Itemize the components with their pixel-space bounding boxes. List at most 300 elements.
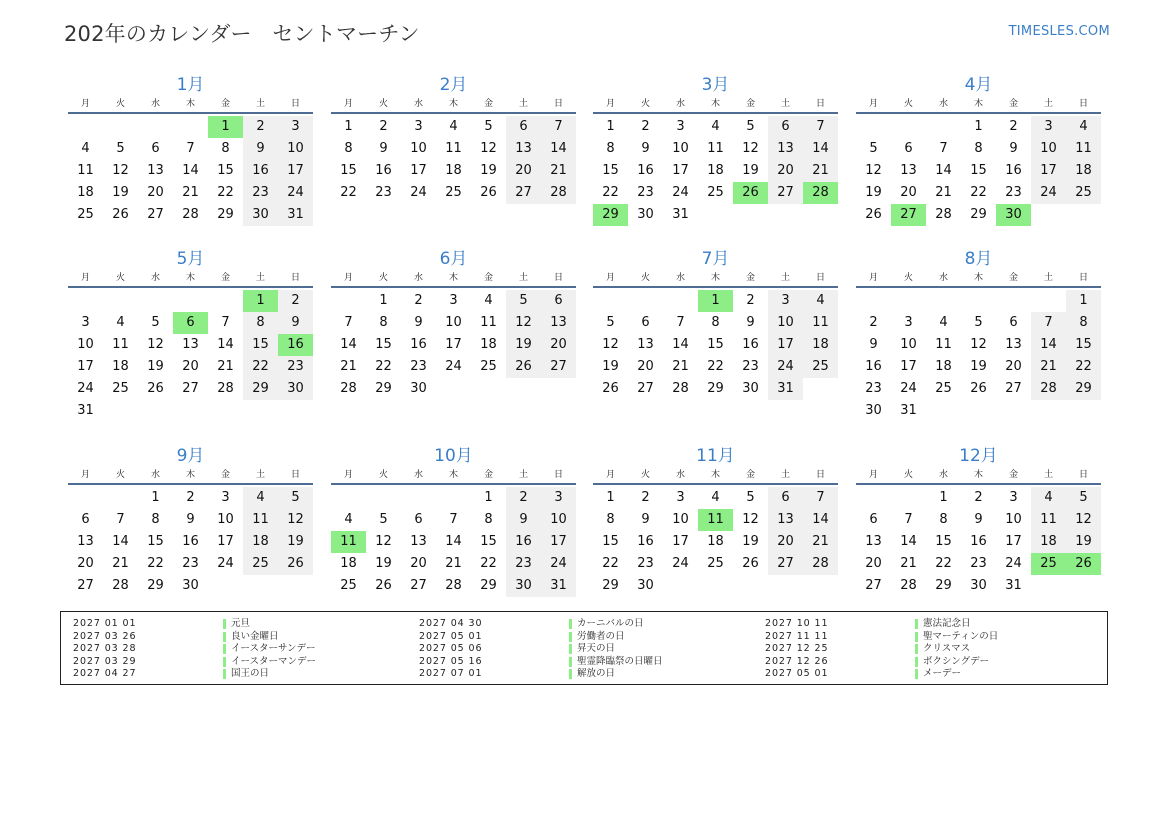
day-cell: 5 xyxy=(746,490,755,505)
day-cell: 4 xyxy=(449,119,458,134)
day-cell: 22 xyxy=(970,185,987,200)
day-cell: 20 xyxy=(865,556,882,571)
empty-cell xyxy=(331,487,366,509)
day-cell: 17 xyxy=(278,160,313,182)
day-cell: 21 xyxy=(803,160,838,182)
day-cell: 7 xyxy=(344,315,353,330)
month-name: 3月 xyxy=(701,75,730,95)
day-cell: 25 xyxy=(707,556,724,571)
day-grid xyxy=(856,116,1101,226)
day-cell: 12 xyxy=(147,337,164,352)
weekday-header xyxy=(331,270,576,288)
day-cell: 6 xyxy=(506,116,541,138)
day-cell: 17 xyxy=(1005,534,1022,549)
day-cell: 15 xyxy=(935,534,952,549)
weekday-header xyxy=(68,270,313,288)
empty-cell xyxy=(961,290,996,312)
weekday-label: 金 xyxy=(483,273,493,283)
weekday-label: 火 xyxy=(640,470,650,480)
weekday-label: 火 xyxy=(378,470,388,480)
legend-row xyxy=(73,656,403,669)
day-cell: 20 xyxy=(768,531,803,553)
day-cell: 12 xyxy=(480,141,497,156)
day-cell: 4 xyxy=(803,290,838,312)
weekday-label: 日 xyxy=(553,470,563,480)
weekday-label: 水 xyxy=(675,470,685,480)
day-cell: 2 xyxy=(641,490,650,505)
weekday-label: 金 xyxy=(483,470,493,480)
day-cell: 14 xyxy=(445,534,462,549)
day-cell: 6 xyxy=(541,290,576,312)
day-cell: 15 xyxy=(375,337,392,352)
day-cell: 14 xyxy=(900,534,917,549)
day-cell: 19 xyxy=(742,163,759,178)
day-cell: 23 xyxy=(865,381,882,396)
weekday-label: 木 xyxy=(185,273,195,283)
day-cell: 18 xyxy=(707,534,724,549)
day-cell: 3 xyxy=(449,293,458,308)
day-cell: 27 xyxy=(77,578,94,593)
month-9 xyxy=(68,445,313,597)
day-cell: 4 xyxy=(344,512,353,527)
day-cell: 3 xyxy=(414,119,423,134)
day-cell: 23 xyxy=(182,556,199,571)
day-cell: 19 xyxy=(147,359,164,374)
day-cell: 8 xyxy=(606,141,615,156)
day-cell: 4 xyxy=(711,119,720,134)
day-cell: 27 xyxy=(506,182,541,204)
weekday-label: 日 xyxy=(553,99,563,109)
day-cell: 4 xyxy=(484,293,493,308)
empty-cell xyxy=(173,116,208,138)
day-cell: 16 xyxy=(637,534,654,549)
day-cell: 7 xyxy=(676,315,685,330)
day-cell: 16 xyxy=(970,534,987,549)
month-name: 8月 xyxy=(964,249,993,269)
day-cell: 12 xyxy=(865,163,882,178)
holiday-day-cell: 27 xyxy=(891,204,926,226)
weekday-label: 水 xyxy=(675,273,685,283)
weekday-label: 火 xyxy=(903,273,913,283)
day-cell: 8 xyxy=(243,312,278,334)
day-cell: 11 xyxy=(1031,509,1066,531)
holiday-name: 労働者の日 xyxy=(577,630,625,642)
day-cell: 15 xyxy=(970,163,987,178)
holiday-marker xyxy=(223,657,226,667)
day-cell: 3 xyxy=(541,487,576,509)
legend-row xyxy=(419,668,749,681)
holiday-day-cell: 29 xyxy=(593,204,628,226)
day-cell: 21 xyxy=(672,359,689,374)
day-cell: 24 xyxy=(672,556,689,571)
empty-cell xyxy=(103,487,138,509)
holiday-marker xyxy=(569,644,572,654)
day-cell: 7 xyxy=(116,512,125,527)
day-cell: 1 xyxy=(939,490,948,505)
day-cell: 2 xyxy=(974,490,983,505)
day-cell: 8 xyxy=(939,512,948,527)
day-cell: 30 xyxy=(742,381,759,396)
weekday-label: 火 xyxy=(115,470,125,480)
day-cell: 6 xyxy=(414,512,423,527)
day-cell: 9 xyxy=(379,141,388,156)
day-cell: 29 xyxy=(1066,378,1101,400)
holiday-marker xyxy=(915,632,918,642)
day-cell: 15 xyxy=(217,163,234,178)
weekday-label: 水 xyxy=(413,99,423,109)
month-name: 4月 xyxy=(964,75,993,95)
day-cell: 24 xyxy=(541,553,576,575)
day-cell: 3 xyxy=(676,490,685,505)
day-cell: 10 xyxy=(217,512,234,527)
empty-cell xyxy=(926,116,961,138)
holiday-marker xyxy=(915,619,918,629)
day-cell: 22 xyxy=(480,556,497,571)
day-cell: 30 xyxy=(182,578,199,593)
weekday-label: 火 xyxy=(115,99,125,109)
legend-row xyxy=(419,656,749,669)
day-cell: 29 xyxy=(375,381,392,396)
weekday-header xyxy=(593,270,838,288)
day-cell: 17 xyxy=(541,531,576,553)
weekday-label: 土 xyxy=(780,99,790,109)
day-cell: 7 xyxy=(221,315,230,330)
day-cell: 19 xyxy=(375,556,392,571)
holiday-name: 聖マーティンの日 xyxy=(923,630,999,642)
day-cell: 22 xyxy=(147,556,164,571)
day-cell: 22 xyxy=(935,556,952,571)
day-cell: 10 xyxy=(1005,512,1022,527)
weekday-label: 月 xyxy=(343,99,353,109)
legend-row xyxy=(765,643,1095,656)
day-cell: 19 xyxy=(1066,531,1101,553)
month-5 xyxy=(68,248,313,422)
day-cell: 31 xyxy=(900,403,917,418)
holiday-marker xyxy=(915,644,918,654)
weekday-label: 月 xyxy=(80,99,90,109)
weekday-label: 火 xyxy=(378,99,388,109)
day-cell: 31 xyxy=(1005,578,1022,593)
weekday-header xyxy=(68,467,313,485)
month-7 xyxy=(593,248,838,400)
day-cell: 5 xyxy=(116,141,125,156)
weekday-label: 水 xyxy=(150,470,160,480)
day-cell: 2 xyxy=(869,315,878,330)
day-cell: 29 xyxy=(243,378,278,400)
day-cell: 19 xyxy=(112,185,129,200)
holiday-day-cell: 11 xyxy=(698,509,733,531)
holiday-date: 2027 05 16 xyxy=(419,655,483,667)
day-grid xyxy=(331,116,576,204)
day-cell: 8 xyxy=(606,512,615,527)
holiday-marker xyxy=(223,644,226,654)
weekday-label: 木 xyxy=(973,273,983,283)
day-cell: 21 xyxy=(340,359,357,374)
weekday-label: 水 xyxy=(150,99,160,109)
holiday-date: 2027 11 11 xyxy=(765,630,829,642)
weekday-label: 日 xyxy=(815,470,825,480)
weekday-header xyxy=(68,96,313,114)
weekday-label: 月 xyxy=(868,273,878,283)
day-cell: 28 xyxy=(217,381,234,396)
day-cell: 31 xyxy=(768,378,803,400)
day-cell: 13 xyxy=(182,337,199,352)
day-cell: 29 xyxy=(707,381,724,396)
day-cell: 6 xyxy=(768,487,803,509)
day-cell: 19 xyxy=(970,359,987,374)
day-cell: 30 xyxy=(506,575,541,597)
empty-cell xyxy=(173,290,208,312)
day-cell: 6 xyxy=(768,116,803,138)
day-cell: 3 xyxy=(81,315,90,330)
day-cell: 2 xyxy=(186,490,195,505)
weekday-label: 火 xyxy=(115,273,125,283)
weekday-label: 水 xyxy=(675,99,685,109)
holiday-day-cell: 26 xyxy=(1066,553,1101,575)
day-cell: 13 xyxy=(768,138,803,160)
day-cell: 9 xyxy=(243,138,278,160)
empty-cell xyxy=(1031,290,1066,312)
day-cell: 10 xyxy=(900,337,917,352)
empty-cell xyxy=(593,290,628,312)
day-cell: 28 xyxy=(112,578,129,593)
weekday-label: 月 xyxy=(605,470,615,480)
day-cell: 22 xyxy=(217,185,234,200)
day-cell: 20 xyxy=(410,556,427,571)
day-cell: 13 xyxy=(768,509,803,531)
day-cell: 25 xyxy=(1066,182,1101,204)
day-cell: 11 xyxy=(445,141,462,156)
weekday-label: 土 xyxy=(518,273,528,283)
month-10 xyxy=(331,445,576,597)
holiday-name: 憲法記念日 xyxy=(923,618,971,629)
day-cell: 3 xyxy=(278,116,313,138)
weekday-label: 日 xyxy=(1078,99,1088,109)
legend-row xyxy=(73,643,403,656)
legend-row xyxy=(765,618,1095,631)
day-cell: 13 xyxy=(77,534,94,549)
weekday-label: 月 xyxy=(605,99,615,109)
day-cell: 15 xyxy=(480,534,497,549)
weekday-label: 木 xyxy=(973,99,983,109)
month-8 xyxy=(856,248,1101,422)
day-cell: 4 xyxy=(939,315,948,330)
weekday-label: 水 xyxy=(938,99,948,109)
day-cell: 8 xyxy=(484,512,493,527)
day-cell: 26 xyxy=(112,207,129,222)
day-cell: 9 xyxy=(869,337,878,352)
holiday-day-cell: 11 xyxy=(331,531,366,553)
day-cell: 1 xyxy=(606,490,615,505)
day-cell: 31 xyxy=(541,575,576,597)
day-cell: 10 xyxy=(1031,138,1066,160)
day-cell: 24 xyxy=(900,381,917,396)
day-cell: 9 xyxy=(506,509,541,531)
empty-cell xyxy=(366,487,401,509)
day-cell: 11 xyxy=(243,509,278,531)
day-cell: 10 xyxy=(541,509,576,531)
day-cell: 22 xyxy=(1066,356,1101,378)
day-cell: 15 xyxy=(1066,334,1101,356)
day-cell: 26 xyxy=(742,556,759,571)
day-cell: 6 xyxy=(81,512,90,527)
day-cell: 26 xyxy=(602,381,619,396)
day-cell: 8 xyxy=(1066,312,1101,334)
day-cell: 23 xyxy=(970,556,987,571)
weekday-label: 土 xyxy=(518,470,528,480)
day-cell: 2 xyxy=(1009,119,1018,134)
weekday-label: 日 xyxy=(1078,273,1088,283)
day-cell: 24 xyxy=(77,381,94,396)
weekday-label: 水 xyxy=(150,273,160,283)
holiday-name: 元旦 xyxy=(231,618,251,629)
legend-row xyxy=(73,618,403,631)
day-cell: 14 xyxy=(672,337,689,352)
day-cell: 7 xyxy=(541,116,576,138)
holiday-name: 国王の日 xyxy=(231,668,270,680)
empty-cell xyxy=(926,290,961,312)
day-cell: 16 xyxy=(243,160,278,182)
day-cell: 10 xyxy=(672,141,689,156)
day-cell: 21 xyxy=(182,185,199,200)
month-name: 2月 xyxy=(439,75,468,95)
weekday-label: 火 xyxy=(640,273,650,283)
holiday-date: 2027 03 28 xyxy=(73,643,137,655)
day-cell: 19 xyxy=(602,359,619,374)
day-cell: 1 xyxy=(484,490,493,505)
holiday-name: イースターマンデー xyxy=(231,655,317,667)
holiday-date: 2027 03 29 xyxy=(73,655,137,667)
day-cell: 29 xyxy=(480,578,497,593)
day-cell: 8 xyxy=(344,141,353,156)
legend-column xyxy=(419,618,749,681)
weekday-label: 水 xyxy=(413,273,423,283)
site-link[interactable]: TIMESLES.COM xyxy=(1008,24,1110,39)
month-2 xyxy=(331,74,576,204)
day-cell: 10 xyxy=(278,138,313,160)
holiday-date: 2027 04 27 xyxy=(73,668,137,680)
weekday-label: 金 xyxy=(745,273,755,283)
day-cell: 13 xyxy=(865,534,882,549)
weekday-label: 月 xyxy=(343,273,353,283)
weekday-label: 月 xyxy=(80,273,90,283)
day-cell: 14 xyxy=(803,138,838,160)
day-cell: 20 xyxy=(900,185,917,200)
day-cell: 6 xyxy=(641,315,650,330)
weekday-label: 水 xyxy=(938,273,948,283)
day-cell: 26 xyxy=(375,578,392,593)
holiday-marker xyxy=(569,669,572,679)
day-cell: 24 xyxy=(672,185,689,200)
day-cell: 30 xyxy=(970,578,987,593)
day-cell: 10 xyxy=(77,337,94,352)
day-cell: 18 xyxy=(480,337,497,352)
holiday-legend xyxy=(60,611,1108,685)
day-cell: 14 xyxy=(541,138,576,160)
day-cell: 28 xyxy=(803,553,838,575)
day-cell: 17 xyxy=(672,163,689,178)
weekday-label: 土 xyxy=(255,273,265,283)
day-cell: 14 xyxy=(1031,334,1066,356)
day-cell: 13 xyxy=(900,163,917,178)
day-cell: 24 xyxy=(445,359,462,374)
day-cell: 15 xyxy=(707,337,724,352)
day-cell: 11 xyxy=(1066,138,1101,160)
day-grid xyxy=(593,487,838,597)
day-cell: 16 xyxy=(742,337,759,352)
day-cell: 27 xyxy=(768,553,803,575)
day-cell: 21 xyxy=(935,185,952,200)
legend-row xyxy=(765,668,1095,681)
day-cell: 17 xyxy=(445,337,462,352)
day-cell: 15 xyxy=(340,163,357,178)
day-cell: 14 xyxy=(340,337,357,352)
holiday-date: 2027 04 30 xyxy=(419,618,483,629)
day-cell: 14 xyxy=(182,163,199,178)
day-cell: 25 xyxy=(480,359,497,374)
day-cell: 22 xyxy=(707,359,724,374)
day-cell: 22 xyxy=(375,359,392,374)
day-cell: 30 xyxy=(278,378,313,400)
day-cell: 11 xyxy=(803,312,838,334)
day-cell: 5 xyxy=(1066,487,1101,509)
day-cell: 23 xyxy=(637,185,654,200)
day-cell: 23 xyxy=(243,182,278,204)
legend-row xyxy=(419,618,749,631)
holiday-date: 2027 10 11 xyxy=(765,618,829,629)
day-cell: 23 xyxy=(637,556,654,571)
day-cell: 5 xyxy=(746,119,755,134)
day-cell: 17 xyxy=(672,534,689,549)
day-cell: 16 xyxy=(182,534,199,549)
month-name: 12月 xyxy=(959,446,998,466)
day-cell: 30 xyxy=(865,403,882,418)
weekday-label: 日 xyxy=(553,273,563,283)
day-cell: 22 xyxy=(340,185,357,200)
day-cell: 23 xyxy=(506,553,541,575)
weekday-label: 木 xyxy=(448,99,458,109)
day-cell: 29 xyxy=(147,578,164,593)
holiday-name: カーニバルの日 xyxy=(577,618,644,629)
day-cell: 7 xyxy=(939,141,948,156)
day-cell: 3 xyxy=(768,290,803,312)
empty-cell xyxy=(68,290,103,312)
day-cell: 9 xyxy=(186,512,195,527)
holiday-day-cell: 26 xyxy=(733,182,768,204)
day-cell: 14 xyxy=(803,509,838,531)
day-cell: 12 xyxy=(506,312,541,334)
day-cell: 7 xyxy=(449,512,458,527)
empty-cell xyxy=(138,116,173,138)
weekday-label: 土 xyxy=(1043,99,1053,109)
day-cell: 25 xyxy=(243,553,278,575)
day-cell: 1 xyxy=(1066,290,1101,312)
day-grid xyxy=(68,116,313,226)
day-cell: 23 xyxy=(742,359,759,374)
weekday-label: 日 xyxy=(1078,470,1088,480)
day-cell: 28 xyxy=(672,381,689,396)
day-cell: 23 xyxy=(375,185,392,200)
day-cell: 27 xyxy=(768,182,803,204)
day-cell: 18 xyxy=(77,185,94,200)
day-cell: 26 xyxy=(865,207,882,222)
day-cell: 14 xyxy=(217,337,234,352)
day-cell: 16 xyxy=(1005,163,1022,178)
weekday-label: 月 xyxy=(343,470,353,480)
day-cell: 5 xyxy=(379,512,388,527)
day-cell: 30 xyxy=(243,204,278,226)
weekday-label: 金 xyxy=(1008,273,1018,283)
